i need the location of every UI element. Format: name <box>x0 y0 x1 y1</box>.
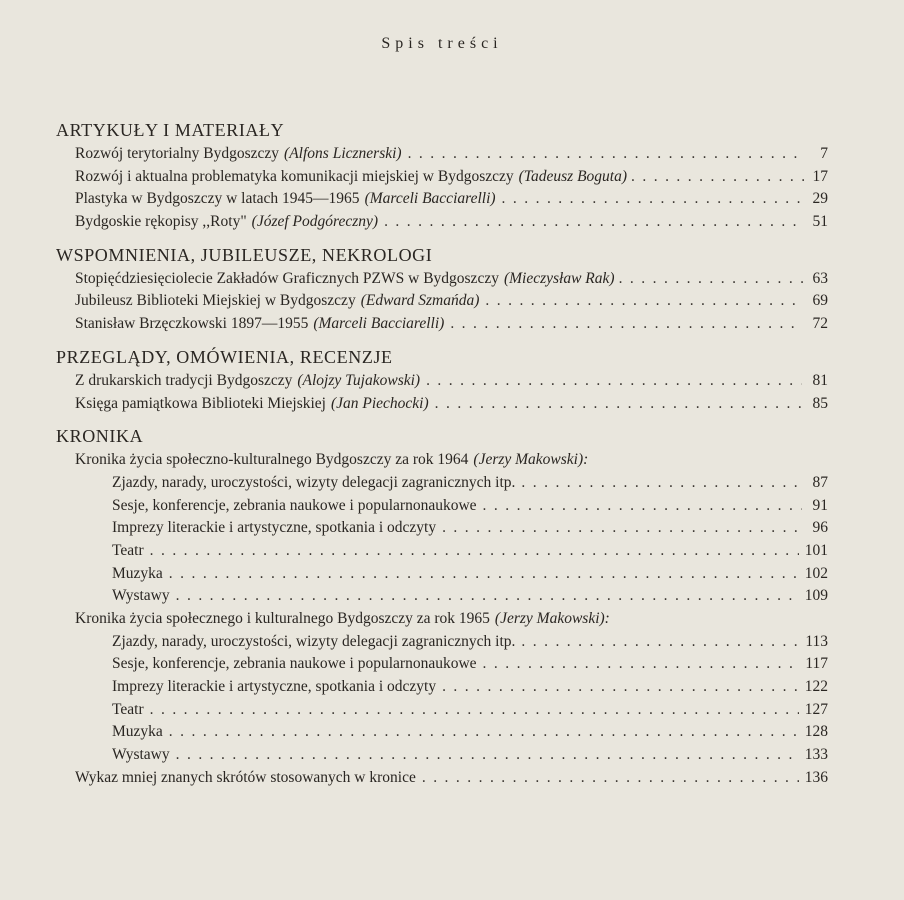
entry-title: Rozwój i aktualna problematyka komunikacji miejskiej w Bydgoszczy <box>75 167 514 185</box>
entry-page: 101 <box>804 541 828 559</box>
entry-title: Imprezy literackie i artystyczne, spotkania i odczyty <box>112 519 437 537</box>
entry-author: (Józef Podgóreczny) <box>251 213 379 231</box>
entry-title: Muzyka <box>112 564 163 582</box>
entry-title: Teatr <box>112 541 144 559</box>
entry-page: 102 <box>804 564 828 582</box>
group-author: (Jerzy Makowski) <box>473 451 584 469</box>
entry-page: 133 <box>804 746 828 764</box>
entry-author: (Tadeusz Boguta) <box>518 167 628 185</box>
entry-page: 69 <box>812 292 828 310</box>
leader-dots <box>435 393 802 416</box>
table-of-contents <box>56 117 828 798</box>
toc-entry <box>56 744 828 767</box>
toc-entry <box>56 143 828 166</box>
entry-page: 136 <box>804 768 828 786</box>
leader-dots <box>631 166 804 189</box>
leader-dots <box>169 721 799 744</box>
entry-page: 117 <box>805 655 828 673</box>
toc-entry <box>56 721 828 744</box>
leader-dots <box>169 563 799 586</box>
toc-entry <box>56 653 828 676</box>
group-author: (Jerzy Makowski) <box>494 610 605 627</box>
entry-page: 51 <box>812 213 828 231</box>
toc-entry <box>56 313 828 336</box>
entry-author: (Mieczysław Rak) <box>503 269 615 287</box>
entry-author: (Marceli Bacciarelli) <box>313 315 445 333</box>
leader-dots <box>150 699 799 722</box>
toc-entry <box>56 188 828 211</box>
entry-page: 96 <box>812 519 828 537</box>
leader-dots <box>150 540 799 563</box>
leader-dots <box>485 290 802 313</box>
toc-entry <box>56 393 828 416</box>
entry-page: 109 <box>804 587 828 605</box>
entry-title: Wystawy <box>112 587 170 605</box>
leader-dots <box>619 268 804 291</box>
chronicle-group-heading <box>56 608 828 631</box>
section-heading: PRZEGLĄDY, OMÓWIENIA, RECENZJE <box>56 346 393 367</box>
entry-title: Wystawy <box>112 746 170 764</box>
toc-entry <box>56 166 828 189</box>
toc-entry <box>56 290 828 313</box>
entry-page: 17 <box>812 167 828 185</box>
toc-entry <box>56 268 828 291</box>
toc-entry <box>56 370 828 393</box>
entry-page: 127 <box>804 700 828 718</box>
entry-page: 128 <box>804 723 828 741</box>
entry-title: Plastyka w Bydgoszczy w latach 1945—1965 <box>75 190 360 208</box>
toc-entry <box>56 563 828 586</box>
entry-title: Imprezy literackie i artystyczne, spotkania i odczyty <box>112 678 437 696</box>
entry-page: 29 <box>812 190 828 208</box>
entry-page: 81 <box>812 371 828 389</box>
page-title: Spis treści <box>381 35 503 52</box>
entry-author: (Alfons Licznerski) <box>284 145 402 162</box>
entry-title: Stanisław Brzęczkowski 1897—1955 <box>75 315 309 333</box>
toc-entry <box>56 495 828 518</box>
entry-page: 85 <box>812 394 828 412</box>
group-title: Kronika życia społeczno-kulturalnego Bydgoszczy za rok 1964 <box>75 451 469 469</box>
entry-title: Jubileusz Biblioteki Miejskiej w Bydgoszczy <box>75 292 356 310</box>
entry-title: Bydgoskie rękopisy ,,Roty" <box>75 213 247 231</box>
entry-page: 63 <box>812 269 828 287</box>
entry-title: Wykaz mniej znanych skrótów stosowanych w kronice <box>75 768 416 786</box>
entry-title: Z drukarskich tradycji Bydgoszczy <box>75 371 293 389</box>
entry-page: 122 <box>804 678 828 696</box>
section-heading: WSPOMNIENIA, JUBILEUSZE, NEKROLOGI <box>56 244 433 265</box>
leader-dots <box>422 767 799 790</box>
leader-dots <box>502 188 802 211</box>
entry-title: Sesje, konferencje, zebrania naukowe i popularnonaukowe <box>112 655 477 673</box>
entry-title: Sesje, konferencje, zebrania naukowe i popularnonaukowe <box>112 496 477 514</box>
leader-dots <box>176 585 799 608</box>
toc-entry <box>56 699 828 722</box>
leader-dots <box>176 744 799 767</box>
leader-dots <box>442 676 799 699</box>
leader-dots <box>521 631 799 654</box>
entry-author: (Alojzy Tujakowski) <box>297 371 421 389</box>
toc-entry <box>56 767 828 790</box>
entry-page: 7 <box>820 145 828 162</box>
leader-dots <box>450 313 802 336</box>
entry-title: Muzyka <box>112 723 163 741</box>
group-title: Kronika życia społecznego i kulturalnego Bydgoszczy za rok 1965 <box>75 610 490 627</box>
toc-entry <box>56 631 828 654</box>
entry-title: Rozwój terytorialny Bydgoszczy <box>75 145 280 162</box>
chronicle-group-heading <box>56 449 828 472</box>
toc-entry <box>56 676 828 699</box>
section-articles <box>56 117 828 234</box>
leader-dots <box>442 517 802 540</box>
entry-title: Zjazdy, narady, uroczystości, wizyty delegacji zagranicznych itp. <box>112 632 516 650</box>
entry-page: 72 <box>812 315 828 333</box>
group-colon: : <box>583 451 589 469</box>
entry-title: Teatr <box>112 700 144 718</box>
group-colon: : <box>604 610 610 627</box>
entry-title: Stopięćdziesięciolecie Zakładów Graficznych PZWS w Bydgoszczy <box>75 269 499 287</box>
leader-dots <box>408 143 802 166</box>
section-chronicle <box>56 423 828 789</box>
leader-dots <box>521 472 802 495</box>
entry-title: Księga pamiątkowa Biblioteki Miejskiej <box>75 394 326 412</box>
leader-dots <box>483 495 802 518</box>
toc-entry <box>56 211 828 234</box>
entry-author: (Jan Piechocki) <box>330 394 429 412</box>
section-heading: KRONIKA <box>56 426 144 447</box>
entry-author: (Marceli Bacciarelli) <box>364 190 496 208</box>
toc-entry <box>56 517 828 540</box>
leader-dots <box>426 370 802 393</box>
entry-page: 91 <box>812 496 828 514</box>
section-memoirs <box>56 242 828 336</box>
entry-page: 87 <box>812 473 828 491</box>
entry-title: Zjazdy, narady, uroczystości, wizyty delegacji zagranicznych itp. <box>112 473 516 491</box>
toc-entry <box>56 472 828 495</box>
toc-entry <box>56 540 828 563</box>
entry-author: (Edward Szmańda) <box>360 292 480 310</box>
section-reviews <box>56 344 828 415</box>
toc-entry <box>56 585 828 608</box>
entry-page: 113 <box>805 632 828 650</box>
leader-dots <box>483 653 800 676</box>
section-heading: ARTYKUŁY I MATERIAŁY <box>56 120 285 140</box>
leader-dots <box>384 211 802 234</box>
